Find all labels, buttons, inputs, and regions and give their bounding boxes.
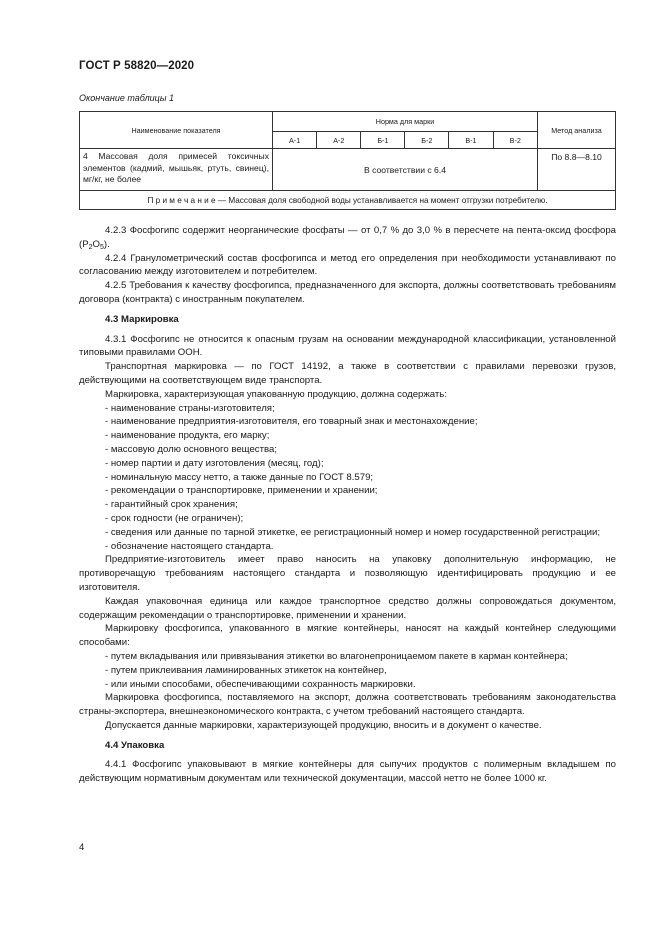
page-number: 4 xyxy=(79,842,85,853)
list-item: - номер партии и дату изготовления (месяц, год); xyxy=(105,457,324,469)
list-item: - номинальную массу нетто, а также данные по ГОСТ 8.579; xyxy=(105,471,374,483)
clause-4-2-3: 4.2.3 Фосфогипс содержит неорганические фосфаты — от 0,7 % до 3,0 % в пересчете на пента-оксид фосфора $(P_2O_5)$. xyxy=(79,225,616,251)
table-caption: Окончание таблицы 1 xyxy=(79,93,174,103)
list-item: - наименование продукта, его марку; xyxy=(105,430,270,442)
quality-document-paragraph: Допускается данные маркировки, характеризующей продукцию, вносить и в документ о качестве. xyxy=(105,719,542,731)
list-item: - наименование страны-изготовителя; xyxy=(105,402,275,414)
transport-marking-paragraph: Транспортная маркировка — по ГОСТ 14192, а также в соответствии с правилами перевозки грузов, действующими на соответствующем виде транспорта. xyxy=(79,361,616,386)
col-header-name: Наименование показателя xyxy=(80,112,273,149)
list-item: - путем вкладывания или привязывания этикетки во влагонепроницаемом пакете в карман контейнера; xyxy=(105,650,568,662)
list-item: - или иными способами, обеспечивающими сохранность маркировки. xyxy=(105,678,416,690)
list-item: - наименование предприятия-изготовителя, его товарный знак и местонахождение; xyxy=(105,416,478,428)
soft-containers-paragraph: Маркировку фосфогипса, упакованного в мягкие контейнеры, наносят на каждый контейнер следующими способами: xyxy=(79,623,616,649)
grade-header: В-1 xyxy=(449,132,493,149)
manufacturer-rights-paragraph: Предприятие-изготовитель имеет право наносить на упаковку дополнительную информацию, не противоречащую требованиям настоящего стандарта и позволяющую идентифицировать продукцию и ее изготовителя. xyxy=(79,554,616,593)
section-heading-packaging: 4.4 Упаковка xyxy=(105,739,165,751)
marking-intro: Маркировка, характеризующая упакованную продукцию, должна содержать: xyxy=(105,388,447,400)
unit-document-paragraph: Каждая упаковочная единица или каждое транспортное средство должны сопровождаться документом, содержащим рекомендации о транспортировке, применении и хранении. xyxy=(79,595,616,621)
list-item: - путем приклеивания ламинированных этикеток на контейнер, xyxy=(105,664,387,676)
col-header-grades: Норма для марки xyxy=(273,112,538,132)
export-marking-paragraph: Маркировка фосфогипса, поставляемого на экспорт, должна соответствовать требованиям законодательства страны-экспортера, внешнеэкономического контракта, с учетом требований настоящего стандарта. xyxy=(79,692,616,718)
table-note: П р и м е ч а н и е — Массовая доля свободной воды устанавливается на момент отгрузки потребителю. xyxy=(80,191,616,210)
body-text xyxy=(79,224,616,786)
list-item: - гарантийный срок хранения; xyxy=(105,499,238,511)
col-header-method: Метод анализа xyxy=(538,112,616,149)
clause-4-2-4: 4.2.4 Гранулометрический состав фосфогипса и метод его определения при необходимости устанавливают по согласованию между изготовителем и потребителем. xyxy=(79,252,616,278)
grade-header: Б-1 xyxy=(361,132,405,149)
list-item: - массовую долю основного вещества; xyxy=(105,443,277,455)
row4-method: По 8.8—8.10 xyxy=(538,149,616,191)
document-header: ГОСТ Р 58820—2020 xyxy=(79,60,195,72)
clause-4-3-1: 4.3.1 Фосфогипс не относится к опасным грузам на основании международной классификации, установленной типовыми правилами ООН. xyxy=(79,333,616,359)
list-item: - рекомендации о транспортировке, применении и хранении; xyxy=(105,485,378,497)
list-item: - сведения или данные по тарной этикетке, ее регистрационный номер и номер государственной регистрации; xyxy=(105,526,601,538)
section-heading-marking: 4.3 Маркировка xyxy=(105,313,179,325)
row4-value: В соответствии с 6.4 xyxy=(273,149,538,191)
grade-header: В-2 xyxy=(493,132,537,149)
grade-header: А-2 xyxy=(317,132,361,149)
row4-indicator-name: 4 Массовая доля примесей токсичных элементов (кадмий, мышьяк, ртуть, свинец), мг/кг, не более xyxy=(80,149,273,191)
clause-4-4-1: 4.4.1 Фосфогипс упаковывают в мягкие контейнеры для сыпучих продуктов с полимерным вкладышем по действующим нормативным документам или технической документации, массой нетто не более 1000 кг. xyxy=(79,759,616,785)
indicators-table xyxy=(79,111,616,210)
list-item: - срок годности (не ограничен); xyxy=(105,512,244,524)
grade-header: Б-2 xyxy=(405,132,449,149)
grade-header: А-1 xyxy=(273,132,317,149)
list-item: - обозначение настоящего стандарта. xyxy=(105,540,274,552)
clause-4-2-5: 4.2.5 Требования к качеству фосфогипса, предназначенного для экспорта, должны соответствовать требованиям договора (контракта) с иностранным покупателем. xyxy=(79,280,616,305)
